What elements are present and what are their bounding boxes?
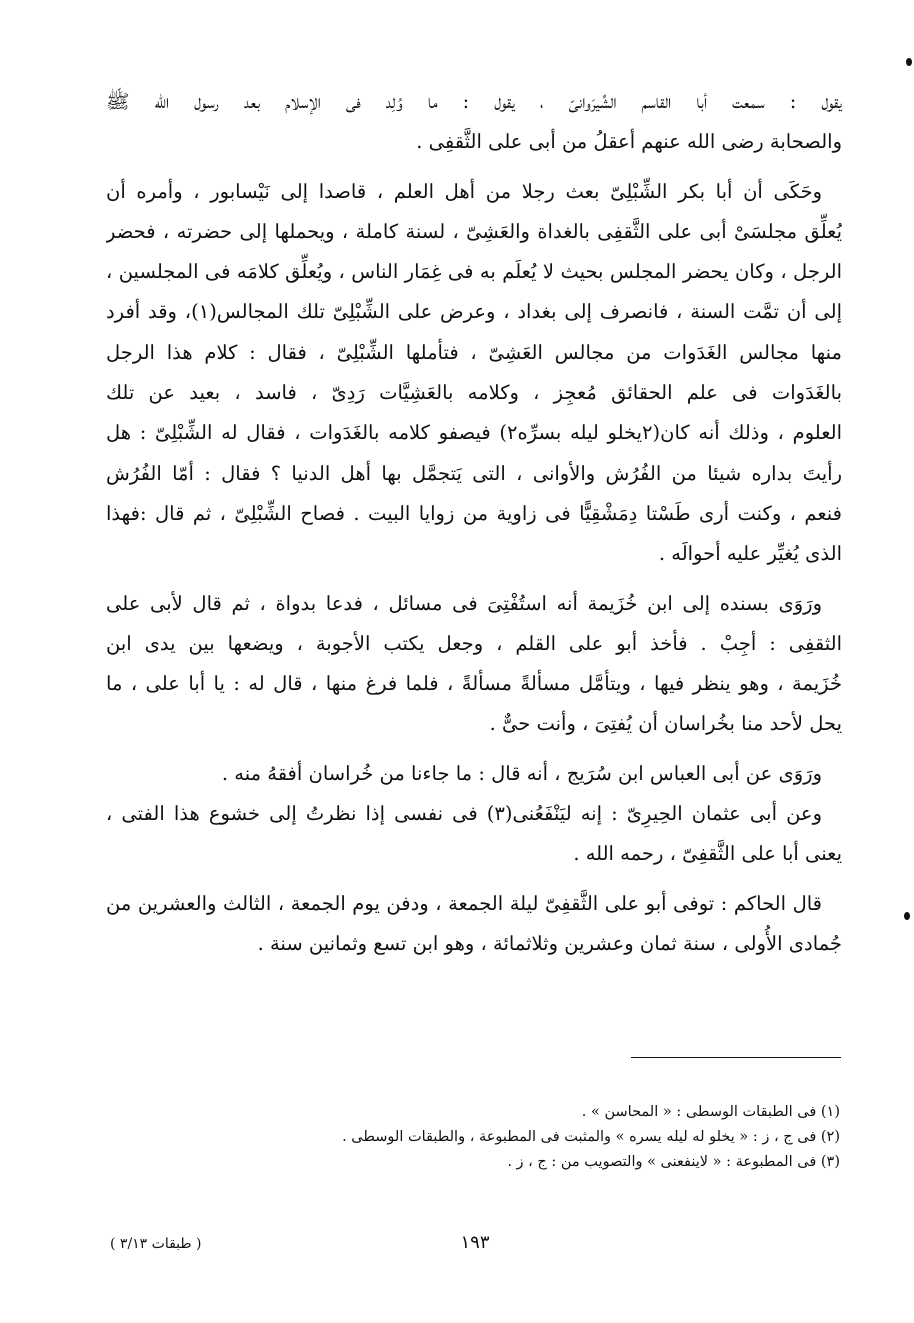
footnote-separator <box>631 1057 841 1058</box>
paragraph-gap <box>106 875 842 884</box>
main-text <box>106 82 842 964</box>
text-line: إلى أن تمَّت السنة ، فانصرف إلى بغداد ، وعرض على الشِّبْلِىّ تلك المجالس(١)، وقد أفرد <box>106 300 842 324</box>
page-edge-mark-middle <box>904 912 910 920</box>
text-line: وعن أبى عثمان الحِيرِىّ : إنه ليَنْفَعُنى(٣) فى نفسى إذا نظرتُ إلى خشوع هذا الفتى ، <box>106 802 822 826</box>
text-line: خُزَيمة ، وهو ينظر فيها ، ويتأمَّل مسألةً مسألةً ، فلما فرغ منها ، قال له : يا أبا على ، ما <box>106 672 842 696</box>
text-line: الثقفِى : أجِبْ . فأخذ أبو على القلم ، وجعل يكتب الأجوبة ، ويضعها بين يدى ابن <box>106 631 842 655</box>
text-line: رأيتَ بداره شيئا من الفُرُش والأوانى ، التى يَتجمَّل بها أهل الدنيا ؟ فقال : أمّا الفُرُش <box>106 461 842 485</box>
text-line: الرجل ، وكان يحضر المجلس بحيث لا يُعلَم به فى غِمَار الناس ، ويُعلِّق كلامَه فى المجلسين ، <box>106 260 842 284</box>
footnote: (٣) فى المطبوعة : « لاينفعنى » والتصويب من : ج ، ز . <box>507 1154 840 1170</box>
text-line: الذى يُغيِّر عليه أحوالَه . <box>658 542 842 566</box>
text-line: يُعلِّق مجلسَىْ أبى على الثَّقفِى بالغداة والعَشِىّ ، لسنة كاملة ، ويحملها إلى حضرته ، فحضر <box>106 219 842 243</box>
text-line: والصحابة رضى الله عنهم أعقلُ من أبى على الثَّقفِى . <box>416 130 842 154</box>
paragraph-gap <box>106 745 842 754</box>
text-line: يعنى أبا على الثَّقفِىّ ، رحمه الله . <box>573 842 842 866</box>
text-line: بالغَدَوات فى علم الحقائق مُعجِز ، وكلامه بالعَشِيَّات رَدِىّ ، فاسد ، بعيد عن تلك <box>106 381 842 405</box>
footnote: (١) فى الطبقات الوسطى : « المحاسن » . <box>581 1104 840 1120</box>
print-signature: ( طبقات ٣/١٣ ) <box>110 1236 202 1252</box>
paragraph-gap <box>106 575 842 584</box>
footnote: (٢) فى ج ، ز : « يخلو له ليله يسره » والمثبت فى المطبوعة ، والطبقات الوسطى . <box>342 1129 840 1145</box>
text-line: ورَوَى بسنده إلى ابن خُزَيمة أنه استُفْتِىَ فى مسائل ، فدعا بدواة ، ثم قال لأبى على <box>106 591 822 615</box>
text-line: يحل لأحد منا بخُراسان أن يُفتِىَ ، وأنت حىٌّ . <box>489 712 842 736</box>
text-line: قال الحاكم : توفى أبو على الثَّقفِىّ ليلة الجمعة ، ودفن يوم الجمعة ، الثالث والعشرين من <box>106 891 822 915</box>
text-line: منها مجالس الغَدَوات من مجالس العَشِىّ ، فتأملها الشِّبْلِىّ ، فقال : كلام هذا الرجل <box>106 340 842 364</box>
text-line: فنعم ، وكنت أرى طَسْتا دِمَشْقِيًّا فى زاوية من زوايا البيت . فصاح الشِّبْلِىّ ، ثم قال :فهذا <box>106 501 842 525</box>
page-edge-mark-top <box>906 58 912 66</box>
text-line: العلوم ، وذلك أنه كان(٢يخلو ليله بسرِّه٢) فيصفو كلامه بالغَدَوات ، فقال له الشِّبْلِىّ : هل <box>106 421 842 445</box>
page-number: ١٩٣ <box>460 1232 490 1253</box>
paragraph-gap <box>106 163 842 172</box>
text-line: يقول : سمعت أبا القاسم الشِّيرَوانىّ ، يقول : ما وُلِد فى الإسلام بعد رسول الله ﷺ <box>106 90 842 113</box>
text-line: وحَكَى أن أبا بكر الشِّبْلِىّ بعث رجلا من أهل العلم ، قاصدا إلى نَيْسابور ، وأمره أن <box>106 179 822 203</box>
footnotes <box>300 1100 840 1175</box>
text-line: ورَوَى عن أبى العباس ابن سُرَيج ، أنه قال : ما جاءنا من خُراسان أفقهُ منه . <box>221 761 822 785</box>
text-line: جُمادى الأُولى ، سنة ثمان وعشرين وثلاثمائة ، وهو ابن تسع وثمانين سنة . <box>257 931 842 955</box>
